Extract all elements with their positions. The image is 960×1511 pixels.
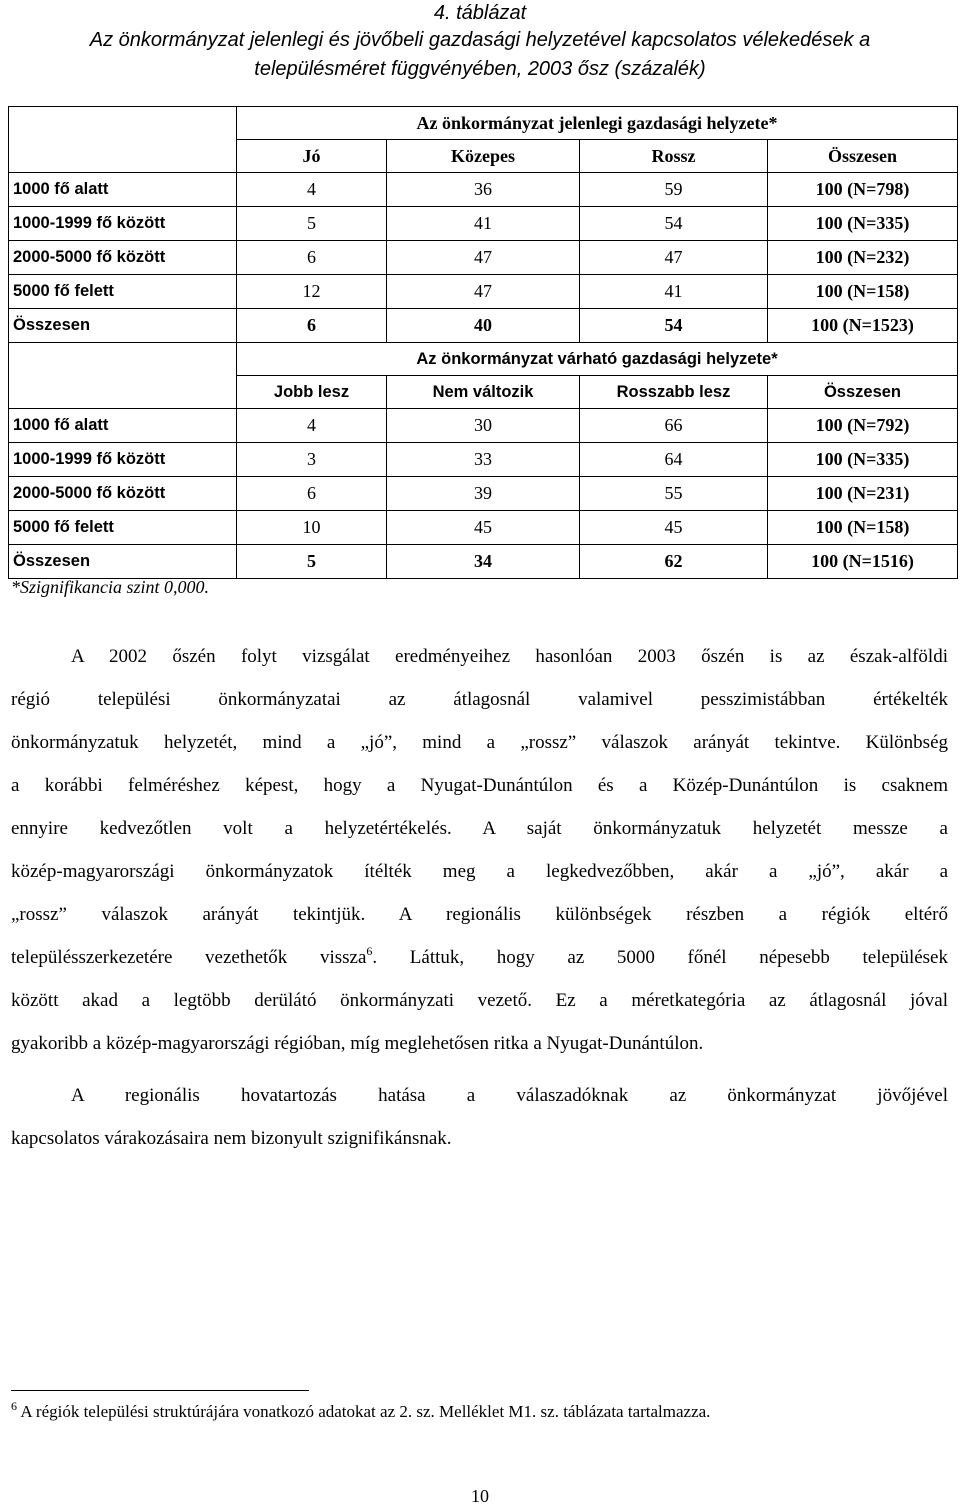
table-corner-cell	[9, 343, 237, 409]
table-row	[9, 275, 958, 309]
table-cell: 6	[237, 477, 387, 511]
row-label: 2000-5000 fő között	[9, 477, 237, 511]
table-cell-total: 100 (N=158)	[768, 511, 958, 545]
row-label: 1000 fő alatt	[9, 173, 237, 207]
text-line: önkormányzatuk helyzetét, mind a „jó”, mind a „rossz” válaszok arányát tekintve. Különbség	[11, 732, 948, 753]
column-header: Összesen	[768, 140, 958, 173]
table-row	[9, 511, 958, 545]
footnote-separator	[11, 1390, 309, 1391]
table-cell: 59	[580, 173, 768, 207]
column-header: Nem változik	[387, 376, 580, 409]
table-cell: 41	[387, 207, 580, 241]
table-caption-line-2: településméret függvényében, 2003 ősz (százalék)	[254, 58, 706, 80]
table-cell: 4	[237, 173, 387, 207]
table-row-total	[9, 309, 958, 343]
table-cell-total: 100 (N=792)	[768, 409, 958, 443]
table-cell: 54	[580, 309, 768, 343]
table-corner-cell	[9, 107, 237, 173]
table-row	[9, 241, 958, 275]
table-cell: 6	[237, 309, 387, 343]
text-line: közép-magyarországi önkormányzatok ítélték meg a legkedvezőbben, akár a „jó”, akár a	[11, 861, 948, 882]
text-line: gyakoribb a közép-magyarországi régióban, míg meglehetősen ritka a Nyugat-Dunántúlon.	[11, 1033, 704, 1054]
table-cell-total: 100 (N=1523)	[768, 309, 958, 343]
table-cell: 6	[237, 241, 387, 275]
table-cell: 54	[580, 207, 768, 241]
table-cell: 30	[387, 409, 580, 443]
table-cell-total: 100 (N=231)	[768, 477, 958, 511]
table-cell: 40	[387, 309, 580, 343]
footnote-marker: 6	[366, 944, 373, 958]
footnote-number: 6	[11, 1399, 17, 1413]
table-row	[9, 409, 958, 443]
text-line: ennyire kedvezőtlen volt a helyzetértékelés. A saját önkormányzatuk helyzetét messze a	[11, 818, 948, 839]
table-cell-total: 100 (N=1516)	[768, 545, 958, 579]
row-label: 2000-5000 fő között	[9, 241, 237, 275]
group-header-expected: Az önkormányzat várható gazdasági helyzete*	[237, 343, 958, 376]
table-cell: 45	[580, 511, 768, 545]
text-line: régió települési önkormányzatai az átlagosnál valamivel pesszimistábban értékelték	[11, 689, 948, 710]
table-cell: 3	[237, 443, 387, 477]
row-label: 5000 fő felett	[9, 275, 237, 309]
data-table	[8, 106, 958, 579]
table-cell: 41	[580, 275, 768, 309]
table-cell-total: 100 (N=798)	[768, 173, 958, 207]
table-row	[9, 443, 958, 477]
table-cell: 45	[387, 511, 580, 545]
table-cell: 64	[580, 443, 768, 477]
text-line: között akad a legtöbb derülátó önkormányzati vezető. Ez a méretkategória az átlagosnál jóval	[11, 990, 948, 1011]
text-line: kapcsolatos várakozásaira nem bizonyult szignifikánsnak.	[11, 1128, 452, 1149]
row-label: Összesen	[9, 309, 237, 343]
table-group-header-row	[9, 343, 958, 376]
table-cell: 34	[387, 545, 580, 579]
table-row	[9, 477, 958, 511]
text-segment: . Láttuk, hogy az 5000 főnél népesebb települések	[372, 947, 948, 968]
table-cell-total: 100 (N=232)	[768, 241, 958, 275]
table-cell: 10	[237, 511, 387, 545]
table-group-header-row	[9, 107, 958, 140]
column-header: Összesen	[768, 376, 958, 409]
table-cell: 47	[580, 241, 768, 275]
column-header: Jobb lesz	[237, 376, 387, 409]
table-cell: 33	[387, 443, 580, 477]
significance-note: *Szignifikancia szint 0,000.	[11, 577, 209, 597]
group-header-current: Az önkormányzat jelenlegi gazdasági helyzete*	[237, 107, 958, 140]
column-header: Jó	[237, 140, 387, 173]
table-row	[9, 173, 958, 207]
table-cell: 66	[580, 409, 768, 443]
table-cell-total: 100 (N=335)	[768, 443, 958, 477]
row-label: 1000 fő alatt	[9, 409, 237, 443]
column-header: Közepes	[387, 140, 580, 173]
column-header: Rosszabb lesz	[580, 376, 768, 409]
table-cell: 47	[387, 275, 580, 309]
footnote	[11, 1399, 711, 1422]
footnote-text: A régiók települési struktúrájára vonatkozó adatokat az 2. sz. Melléklet M1. sz. táblázata tartalmazza.	[20, 1402, 711, 1421]
table-cell: 4	[237, 409, 387, 443]
table-cell: 5	[237, 207, 387, 241]
text-line: „rossz” válaszok arányát tekintjük. A regionális különbségek részben a régiók eltérő	[11, 904, 948, 925]
column-header: Rossz	[580, 140, 768, 173]
table-cell: 5	[237, 545, 387, 579]
table-caption-line-1: Az önkormányzat jelenlegi és jövőbeli gazdasági helyzetével kapcsolatos vélekedések a	[89, 29, 871, 51]
paragraph-1	[11, 635, 948, 1065]
table-cell: 62	[580, 545, 768, 579]
row-label: 1000-1999 fő között	[9, 207, 237, 241]
table-caption-number: 4. táblázat	[433, 2, 527, 24]
row-label: 1000-1999 fő között	[9, 443, 237, 477]
text-line: A regionális hovatartozás hatása a válaszadóknak az önkormányzat jövőjével	[71, 1085, 948, 1106]
text-line-with-footnote	[11, 936, 948, 979]
table-cell: 36	[387, 173, 580, 207]
page-number: 10	[471, 1486, 489, 1506]
row-label: 5000 fő felett	[9, 511, 237, 545]
row-label: Összesen	[9, 545, 237, 579]
text-line: a korábbi felméréshez képest, hogy a Nyugat-Dunántúlon és a Közép-Dunántúlon is csaknem	[11, 775, 948, 796]
table-cell: 12	[237, 275, 387, 309]
table-cell: 55	[580, 477, 768, 511]
table-cell-total: 100 (N=158)	[768, 275, 958, 309]
table-row	[9, 207, 958, 241]
table-cell: 47	[387, 241, 580, 275]
text-line: A 2002 őszén folyt vizsgálat eredményeihez hasonlóan 2003 őszén is az észak-alföldi	[71, 646, 948, 667]
text-segment: településszerkezetére vezethetők vissza	[11, 947, 367, 968]
table-cell: 39	[387, 477, 580, 511]
table-row-total	[9, 545, 958, 579]
table-cell-total: 100 (N=335)	[768, 207, 958, 241]
paragraph-2	[11, 1074, 948, 1160]
